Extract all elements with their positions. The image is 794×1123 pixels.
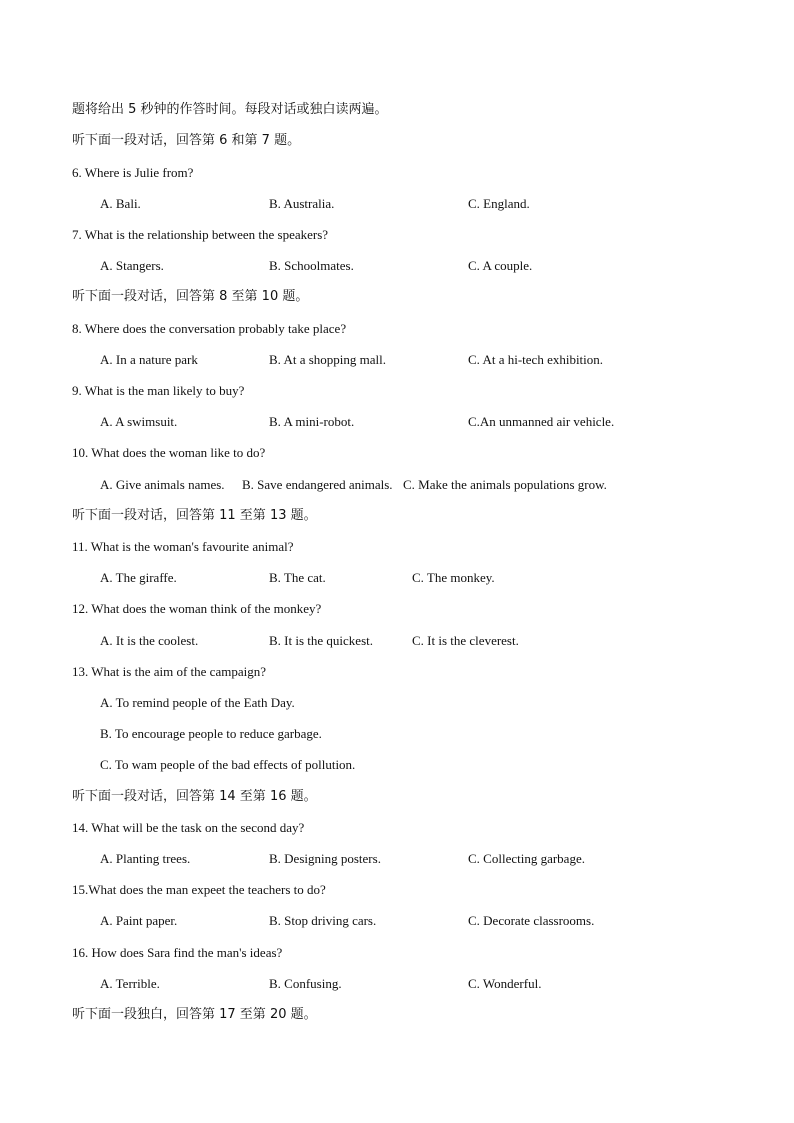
q14-option-b: B. Designing posters. [269, 851, 381, 866]
q7-option-c: C. A couple. [468, 258, 533, 273]
q16-option-a: A. Terrible. [100, 976, 160, 991]
question-14: 14. What will be the task on the second day? [72, 820, 305, 835]
q10-option-a: A. Give animals names. [100, 477, 225, 492]
q13-option-a: A. To remind people of the Eath Day. [100, 695, 295, 710]
q12-option-c: C. It is the cleverest. [412, 633, 519, 648]
instruction-text: 题将给出 5 秒钟的作答时间。每段对话或独白读两遍。 [72, 102, 388, 117]
q16-option-b: B. Confusing. [269, 976, 342, 991]
q15-option-c: C. Decorate classrooms. [468, 913, 595, 928]
question-11: 11. What is the woman's favourite animal? [72, 539, 294, 554]
question-6: 6. Where is Julie from? [72, 165, 194, 180]
q10-option-b: B. Save endangered animals. [242, 477, 393, 492]
q14-option-a: A. Planting trees. [100, 851, 191, 866]
q9-option-a: A. A swimsuit. [100, 414, 178, 429]
q15-option-a: A. Paint paper. [100, 913, 178, 928]
question-10: 10. What does the woman like to do? [72, 445, 266, 460]
q11-option-b: B. The cat. [269, 570, 326, 585]
q11-option-c: C. The monkey. [412, 570, 495, 585]
q10-option-c: C. Make the animals populations grow. [403, 477, 607, 492]
q13-option-c: C. To wam people of the bad effects of pollution. [100, 757, 356, 772]
q6-option-c: C. England. [468, 196, 530, 211]
section-heading-4: 听下面一段对话，回答第 14 至第 16 题。 [72, 789, 317, 804]
q12-option-a: A. It is the coolest. [100, 633, 199, 648]
q14-option-c: C. Collecting garbage. [468, 851, 585, 866]
q9-option-b: B. A mini-robot. [269, 414, 355, 429]
question-12: 12. What does the woman think of the monkey? [72, 601, 322, 616]
q7-option-b: B. Schoolmates. [269, 258, 354, 273]
q8-option-b: B. At a shopping mall. [269, 352, 386, 367]
q12-option-b: B. It is the quickest. [269, 633, 373, 648]
q15-option-b: B. Stop driving cars. [269, 913, 377, 928]
q8-option-a: A. In a nature park [100, 352, 198, 367]
q16-option-c: C. Wonderful. [468, 976, 542, 991]
question-15: 15.What does the man expeet the teachers to do? [72, 882, 326, 897]
question-7: 7. What is the relationship between the speakers? [72, 227, 329, 242]
question-9: 9. What is the man likely to buy? [72, 383, 245, 398]
section-heading-5: 听下面一段独白，回答第 17 至第 20 题。 [72, 1007, 317, 1022]
question-16: 16. How does Sara find the man's ideas? [72, 945, 283, 960]
q9-option-c: C.An unmanned air vehicle. [468, 414, 615, 429]
question-8: 8. Where does the conversation probably take place? [72, 321, 347, 336]
q13-option-b: B. To encourage people to reduce garbage. [100, 726, 322, 741]
q8-option-c: C. At a hi-tech exhibition. [468, 352, 604, 367]
q6-option-b: B. Australia. [269, 196, 335, 211]
q6-option-a: A. Bali. [100, 196, 141, 211]
section-heading-3: 听下面一段对话，回答第 11 至第 13 题。 [72, 508, 317, 523]
q11-option-a: A. The giraffe. [100, 570, 177, 585]
section-heading-1: 听下面一段对话，回答第 6 和第 7 题。 [72, 133, 301, 148]
section-heading-2: 听下面一段对话，回答第 8 至第 10 题。 [72, 289, 309, 304]
question-13: 13. What is the aim of the campaign? [72, 664, 266, 679]
q7-option-a: A. Stangers. [100, 258, 164, 273]
